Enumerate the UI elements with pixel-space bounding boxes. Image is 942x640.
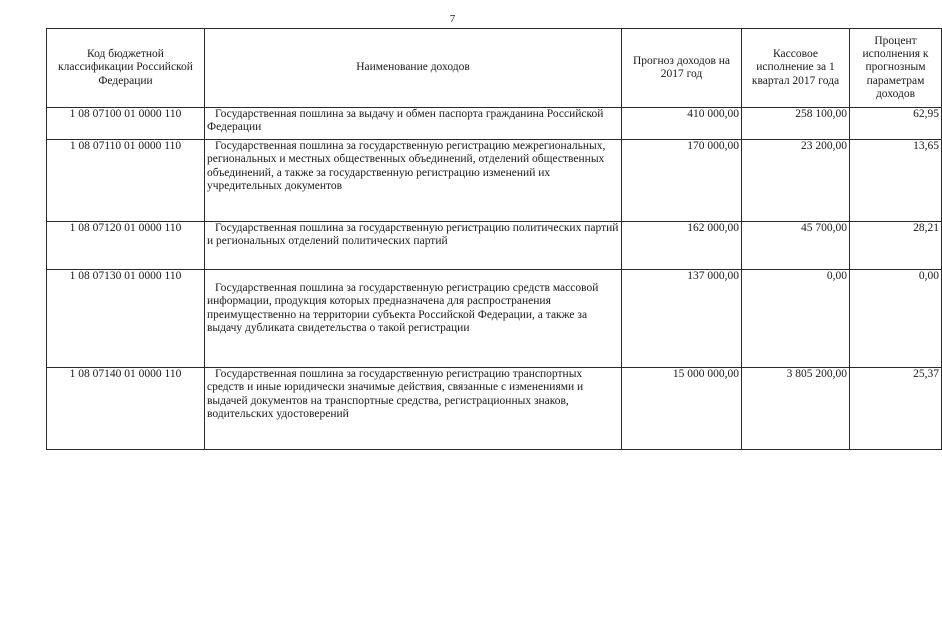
- row-cash: 3 805 200,00: [742, 368, 850, 450]
- table-row: [47, 270, 942, 368]
- row-code: 1 08 07140 01 0000 110: [47, 368, 205, 450]
- row-name: [205, 140, 622, 222]
- row-forecast: 170 000,00: [622, 140, 742, 222]
- header-forecast: Прогноз доходов на 2017 год: [622, 29, 742, 108]
- row-name-text: Государственная пошлина за государственную регистрацию средств массовой информации, продукция которых предназначена для распространения преимущественно на территории субъекта Российской Федерации, а также за выдачу дубликата свидетельства о такой регистрации: [207, 282, 599, 334]
- header-name: Наименование доходов: [205, 29, 622, 108]
- row-name-text: Государственная пошлина за выдачу и обмен паспорта гражданина Российской Федерации: [207, 108, 604, 134]
- row-cash: 0,00: [742, 270, 850, 368]
- row-cash: 258 100,00: [742, 108, 850, 140]
- row-name: [205, 270, 622, 368]
- revenue-table: [46, 28, 942, 450]
- row-cash: 45 700,00: [742, 222, 850, 270]
- row-percent: 62,95: [850, 108, 942, 140]
- table-row: [47, 140, 942, 222]
- row-code: 1 08 07120 01 0000 110: [47, 222, 205, 270]
- table-row: [47, 368, 942, 450]
- row-name: [205, 222, 622, 270]
- table-row: [47, 222, 942, 270]
- row-forecast: 137 000,00: [622, 270, 742, 368]
- header-code: Код бюджетной классификации Российской Федерации: [47, 29, 205, 108]
- row-name-text: Государственная пошлина за государственную регистрацию межрегиональных, региональных и местных общественных объединений, отделений общественных объединений, а также за государственную регистрацию изменений их учредительных документов: [207, 140, 606, 192]
- row-percent: 13,65: [850, 140, 942, 222]
- row-percent: 25,37: [850, 368, 942, 450]
- row-cash: 23 200,00: [742, 140, 850, 222]
- row-name: [205, 368, 622, 450]
- header-percent: Процент исполнения к прогнозным параметрам доходов: [850, 29, 942, 108]
- row-forecast: 162 000,00: [622, 222, 742, 270]
- page-number: 7: [449, 13, 456, 25]
- row-code: 1 08 07100 01 0000 110: [47, 108, 205, 140]
- row-forecast: 15 000 000,00: [622, 368, 742, 450]
- row-code: 1 08 07130 01 0000 110: [47, 270, 205, 368]
- row-name-text: Государственная пошлина за государственную регистрацию транспортных средств и иные юридически значимые действия, связанные с изменениями и выдачей документов на транспортные средства, регистрационных знаков, водительских удостоверений: [207, 368, 584, 420]
- row-name: [205, 108, 622, 140]
- row-code: 1 08 07110 01 0000 110: [47, 140, 205, 222]
- row-name-text: Государственная пошлина за государственную регистрацию политических партий и региональных отделений политических партий: [207, 222, 619, 248]
- table-row: [47, 108, 942, 140]
- row-forecast: 410 000,00: [622, 108, 742, 140]
- header-cash: Кассовое исполнение за 1 квартал 2017 года: [742, 29, 850, 108]
- table-header-row: [47, 29, 942, 108]
- row-percent: 28,21: [850, 222, 942, 270]
- row-percent: 0,00: [850, 270, 942, 368]
